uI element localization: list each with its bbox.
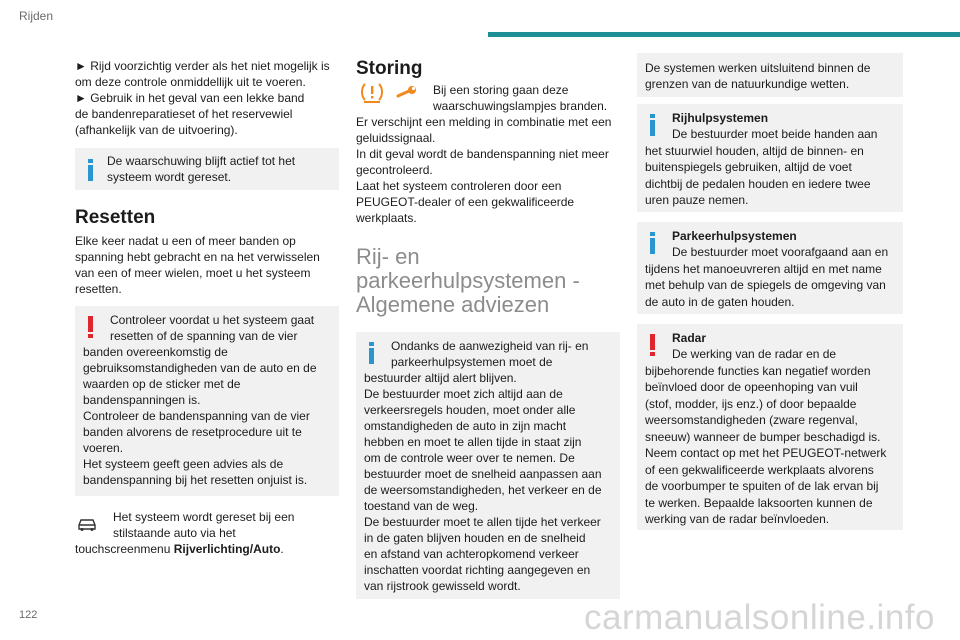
drive-assist-line: dichtbij de pedalen houden en iedere twee bbox=[645, 176, 871, 191]
assist-title-line: Algemene adviezen bbox=[356, 292, 550, 317]
assist-systems-title bbox=[356, 245, 620, 317]
warning-line: Controleer de bandenspanning van de vier bbox=[83, 409, 310, 423]
column-2 bbox=[356, 58, 620, 599]
assist-line: hebben en moet te allen tijde in staat zijn bbox=[364, 435, 582, 449]
warning-line: banden alvorens de resetprocedure uit te bbox=[83, 425, 302, 439]
warning-line: Het systeem geeft geen advies als de bbox=[83, 457, 284, 471]
radar-line: (stof, modder, ijs enz.) of door bepaalde bbox=[645, 396, 857, 411]
menu-path: Rijverlichting/Auto bbox=[173, 542, 281, 556]
radar-line: bijbehorende functies kan negatief worden bbox=[645, 363, 871, 378]
tire-warning-icon bbox=[360, 82, 384, 109]
info-box-assist bbox=[356, 332, 620, 599]
info-box-reset-warning bbox=[75, 148, 339, 190]
radar-text bbox=[645, 346, 895, 528]
radar-line: te werken. Bepaalde laksoorten kunnen de bbox=[645, 495, 873, 510]
assist-line: inschatten voordat richting aangegeven en bbox=[364, 563, 591, 577]
warning-line: resetten of de spanning van de vier bbox=[110, 329, 298, 343]
assist-line: de weersomstandigheden, het verkeer en de bbox=[364, 483, 602, 497]
assist-line: parkeerhulpsystemen moet de bbox=[391, 355, 553, 369]
radar-line: sneeuw) wanneer de bumper beschadigd is. bbox=[645, 429, 881, 444]
warning-line: banden overeenkomstig de bbox=[83, 345, 228, 359]
park-assist-line: tijdens het manoeuvreren altijd en met name bbox=[645, 261, 882, 276]
assist-line: toestand van de weg. bbox=[364, 499, 479, 513]
storing-line: In dit geval wordt de bandenspanning niet meer bbox=[356, 147, 609, 161]
radar-line: De werking van de radar en de bbox=[672, 347, 837, 361]
physics-line: grenzen van de natuurkundige wetten. bbox=[645, 77, 850, 91]
reset-text: Elke keer nadat u een of meer banden op spanning hebt gebracht en na het verwisselen van een of meer wielen, moet u het systeem resetten. bbox=[75, 234, 320, 296]
storing-line: werkplaats. bbox=[356, 211, 417, 225]
warning-icon bbox=[649, 334, 656, 356]
assist-title-line: Rij- en bbox=[356, 244, 420, 269]
info-icon bbox=[368, 342, 375, 364]
assist-text bbox=[364, 338, 612, 594]
column-1 bbox=[75, 58, 339, 557]
storing-line: geluidssignaal. bbox=[356, 131, 436, 145]
drive-assist-text bbox=[645, 126, 895, 209]
park-assist-line: De bestuurder moet voorafgaand aan en bbox=[672, 245, 889, 259]
drive-assist-title: Rijhulpsystemen bbox=[672, 111, 769, 125]
warning-line: Controleer voordat u het systeem gaat bbox=[110, 313, 315, 327]
warning-line: bandenspanning bij het resetten onjuist is. bbox=[83, 473, 308, 487]
physics-line: De systemen werken uitsluitend binnen de bbox=[645, 61, 871, 75]
storing-line1: Bij een storing gaan deze bbox=[433, 83, 569, 97]
assist-line: De bestuurder moet zich altijd aan de bbox=[364, 387, 563, 401]
bullet-paragraph-2c: (afhankelijk van de uitvoering). bbox=[75, 123, 238, 137]
assist-line: omstandigheden de auto in zijn macht bbox=[364, 419, 567, 433]
assist-line: bestuurder altijd alert blijven. bbox=[364, 371, 517, 385]
storing-line: Laat het systeem controleren door een bbox=[356, 179, 562, 193]
assist-title-line: parkeerhulpsystemen - bbox=[356, 268, 580, 293]
warning-box-reset bbox=[75, 306, 339, 496]
storing-line2: waarschuwingslampjes branden. bbox=[433, 99, 608, 113]
assist-line: bestuurder moet de snelheid aanpassen aan bbox=[364, 467, 602, 481]
wrench-icon bbox=[396, 86, 418, 105]
drive-assist-line: uren pauze nemen. bbox=[645, 193, 749, 207]
radar-line: weersomstandigheden (zware regenval, bbox=[645, 413, 858, 427]
drive-assist-line: het stuurwiel houden, altijd de binnen- en bbox=[645, 143, 864, 158]
assist-line: om de controle weer over te nemen. De bbox=[364, 451, 575, 465]
radar-line: de voorbumper te spuiten of de lak ervan bij bbox=[645, 479, 879, 493]
park-assist-title: Parkeerhulpsystemen bbox=[672, 229, 797, 243]
storing-line: Er verschijnt een melding in combinatie met een bbox=[356, 115, 612, 129]
car-note-line1: Het systeem wordt gereset bij een bbox=[113, 510, 295, 524]
car-note bbox=[75, 509, 339, 557]
car-note-line3: touchscreenmenu Rijverlichting/Auto. bbox=[75, 542, 284, 556]
warning-text bbox=[83, 312, 331, 488]
info-icon bbox=[649, 232, 656, 254]
storing-line: gecontroleerd. bbox=[356, 163, 433, 177]
drive-assist-line: buitenspiegels gebruiken, altijd de voet bbox=[645, 160, 852, 174]
warning-line: waarden op de sticker met de bbox=[83, 377, 241, 391]
section-header: Rijden bbox=[19, 9, 54, 23]
warning-line: bandenspanningen is. bbox=[83, 393, 201, 407]
assist-line: van rijstrook gewisseld wordt. bbox=[364, 579, 521, 593]
storing-title: Storing bbox=[356, 58, 423, 79]
bullet-paragraph-1: ► Rijd voorzichtig verder als het niet mogelijk is om deze controle onmiddellijk uit te voeren. bbox=[75, 59, 330, 89]
drive-assist-line: De bestuurder moet beide handen aan bbox=[672, 127, 878, 141]
park-assist-line: met behulp van de spiegels de omgeving van bbox=[645, 278, 886, 292]
assist-line: en afstand van achteropkomend verkeer bbox=[364, 547, 579, 561]
car-icon bbox=[77, 518, 97, 537]
column-3 bbox=[637, 53, 903, 530]
warning-icon bbox=[87, 316, 94, 338]
park-assist-line: de auto in de gaten houden. bbox=[645, 294, 795, 309]
watermark: carmanualsonline.info bbox=[584, 598, 935, 637]
physics-text bbox=[645, 60, 895, 92]
radar-line: werking van de radar beïnvloeden. bbox=[645, 512, 830, 526]
physics-box bbox=[637, 53, 903, 97]
storing-line: PEUGEOT-dealer of een gekwalificeerde bbox=[356, 195, 575, 209]
radar-line: of een gekwalificeerde werkplaats alvorens bbox=[645, 462, 874, 477]
car-note-line2: stilstaande auto via het bbox=[113, 526, 236, 540]
assist-line: verkeersregels houden, moet onder alle bbox=[364, 403, 576, 417]
storing-text bbox=[356, 114, 620, 226]
park-assist-box bbox=[637, 222, 903, 314]
radar-box bbox=[637, 324, 903, 530]
bullet-paragraph-2a: ► Gebruik in het geval van een lekke band bbox=[75, 91, 305, 105]
assist-line: Ondanks de aanwezigheid van rij- en bbox=[391, 339, 589, 353]
info-box-text: De waarschuwing blijft actief tot het systeem wordt gereset. bbox=[107, 154, 296, 184]
assist-line: De bestuurder moet te allen tijde het verkeer bbox=[364, 515, 601, 529]
info-icon bbox=[649, 114, 656, 136]
bullet-paragraph-2b: de bandenreparatieset of het reservewiel bbox=[75, 107, 293, 121]
info-icon bbox=[87, 159, 94, 181]
warning-line: gebruiksomstandigheden van de auto en de bbox=[83, 361, 317, 375]
reset-title: Resetten bbox=[75, 207, 156, 228]
drive-assist-box bbox=[637, 104, 903, 212]
radar-line: beïnvloed door de opeenhoping van vuil bbox=[645, 380, 858, 394]
radar-title: Radar bbox=[672, 331, 707, 345]
page-number: 122 bbox=[19, 609, 38, 621]
warning-line: voeren. bbox=[83, 441, 124, 455]
header-accent-bar bbox=[488, 32, 960, 37]
park-assist-text bbox=[645, 244, 895, 310]
storing-intro bbox=[356, 82, 620, 114]
radar-line: Neem contact op met het PEUGEOT-netwerk bbox=[645, 446, 887, 460]
assist-line: in de gaten blijven houden en de snelheid bbox=[364, 531, 586, 545]
